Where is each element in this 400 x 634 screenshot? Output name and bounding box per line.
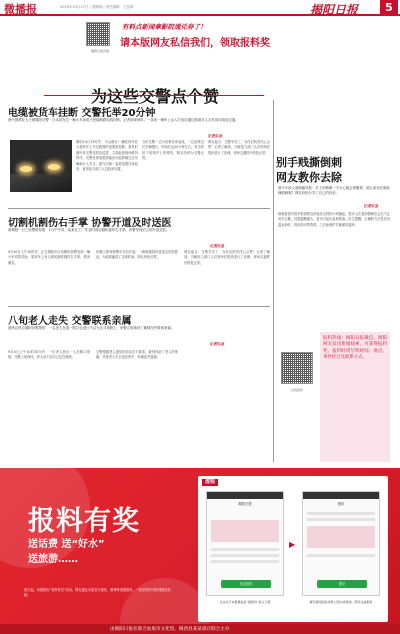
story2-col2: 协警立即驾驶警车在前开道，一路畅通将伤者送往医院救治，为抢救赢得了宝贵时间，网友纷纷点赞。: [96, 250, 178, 260]
arrow-right-icon: ▶: [289, 540, 296, 549]
qr-caption: 揭阳日报官微: [90, 49, 109, 53]
story2-tag: 记者实录: [210, 244, 225, 248]
story1-title: 电缆被货车挂断 交警托举20分钟: [8, 108, 156, 119]
phone-row: [307, 518, 375, 521]
story2-col1: 9月10日上午10时许，正在揭阳市区执勤的协警发现一辆小车鸣笛求助，原来车上有人被切割机割伤右手掌，情况紧急。: [8, 250, 90, 265]
hotline-qr-caption: 扫码报料: [290, 388, 303, 392]
dateline: 2019年10月17日 | 星期四 | 责任编辑：王佳琦: [60, 5, 134, 9]
masthead: 揭阳日报: [310, 3, 359, 17]
hotline-text: 报料热线：揭阳日报微信、揭阳网友发送新闻线索，可获得报料奖。报料时请写明时间、地点、事件经过及联系方式。: [323, 336, 387, 360]
story1-col2: 当时交警一边与同事托举电线，一边指挥过往车辆慢行，时间长达20分钟左右。有市民拍下视频并上传网络，网友纷纷为交警点赞。: [142, 140, 204, 161]
phone-row: [211, 560, 279, 563]
phone-screenshot-2: [302, 491, 380, 596]
story1-tag: 记者实录: [208, 134, 223, 138]
promo-top-line: 有料点新闻拿影院通兑券了！: [122, 23, 207, 31]
side-body: 倒刺是指手指甲根部附近的表皮出现的小块翘起。很多人在看到倒刺后会忍不住用手去撕，结果越撕越大，甚至引起出血和感染。医生提醒，正确的方法是先用温水泡软，再用指甲剪剪掉，之后涂抹护手霜保持滋润。: [278, 212, 390, 227]
phone-send-button[interactable]: 发送报料: [221, 580, 271, 588]
photo-headlight: [20, 166, 32, 172]
flow-tag: 流程: [202, 479, 218, 486]
story2-title: 切割机割伤右手掌 协警开道及时送医: [8, 218, 172, 229]
page-number: 5: [380, 0, 398, 15]
story3-title: 八旬老人走失 交警联系亲属: [8, 316, 132, 327]
ad-title: 报料有奖: [28, 506, 140, 537]
phone-banner: [211, 520, 279, 542]
story-divider: [8, 306, 270, 307]
story3-tag: 记者实录: [210, 342, 225, 346]
ad-line-1: 送话费 送“好水”: [28, 539, 105, 550]
phone-row: [211, 554, 279, 557]
hotline-qr-icon[interactable]: [281, 352, 313, 384]
story3-col2: 交警根据老人提供的信息多方联系，最终找到了老人的家属，并将老人安全送回家中，家属连声道谢。: [96, 350, 178, 360]
feature-headline: 为这些交警点个赞: [90, 87, 219, 106]
story2-lead: @揭阳一日之协警防控报：1日中午时，某某在工厂作业时被切割机割伤右手掌，协警发现后立即开道送医。: [8, 228, 170, 232]
phone-row: [211, 548, 279, 551]
side-lead: @小小侦人@副编导报：手上的倒刺一不小心就会被撕掉，那么如何正确处理倒刺呢？网友纷纷分享了自己的经验。: [278, 186, 390, 196]
phone-title: 报料: [337, 502, 345, 506]
story1-col1: 揭阳10日15时许，中山路北一辆挂线车在大超货车上开过路面的电缆被挂断。事发时刚好有交警在附近巡逻，立即赶到现场维持秩序。交警发现电缆掉落后可能影响过往车辆和行人安全，遂与同事一起将电缆托举起来，直到电力部门人员赶来处置。: [76, 140, 138, 172]
story1-col3: 网友留言：交警辛苦了，为你们的责任心点赞！记者了解到，当晚电力部门人员到场后很快进行了处理，现场交通秩序恢复正常。: [208, 140, 270, 155]
side-tag: 记者实录: [364, 204, 379, 208]
photo-headlight: [48, 164, 60, 170]
phone-status-bar: [207, 492, 283, 499]
phone-row: [307, 554, 375, 557]
side-title-1: 别手贱撕倒刺: [276, 156, 342, 169]
phone-screenshot-1: [206, 491, 284, 596]
column-divider: [273, 100, 274, 462]
phone-title: 揭阳日报: [238, 502, 252, 506]
story2-col3: 网友留言：交警辛苦了，为你们的责任心点赞！记者了解到，当晚电力部门人员到场后很快进行了处理，现场交通秩序恢复正常。: [184, 250, 270, 265]
side-title-2: 网友教你去除: [276, 171, 342, 184]
headline-rule: [44, 95, 264, 96]
story1-photo: [10, 140, 72, 192]
qr-code-icon[interactable]: [86, 22, 110, 46]
story1-lead: @中国网友人士@揭阳交警：日本前发生一辆大车拿电不把能路路电线挂断。记者到现场时，一条条一辆车上由人打电话通过路面多人合作同同电线交通。: [8, 118, 239, 122]
phone-status-bar: [303, 492, 379, 499]
phone-submit-button[interactable]: 提交: [317, 580, 367, 588]
ad-line-2: 送旅游……: [28, 554, 78, 565]
phone-input: [307, 526, 375, 548]
shot1-caption: 点击关于本报微信后“微报料”进入下级: [219, 600, 271, 604]
story-divider: [8, 208, 270, 209]
story3-col1: 9月4日上午10时30分许，一位老人独自一人在路口徘徊，交警上前询问，老人说不清自己住在哪里。: [8, 350, 90, 360]
promo-main-line: 请本版网友私信我们，领取报料奖: [120, 38, 270, 49]
shot2-caption: 填写新闻线索并附上图片或视频，即可完成报料: [309, 600, 373, 604]
photo-road: [10, 174, 72, 192]
phone-row: [307, 512, 375, 515]
ad-fine-print: 即日起，本报推出“有料有奖”活动。网友通过本报官方微信、微博等渠道报料，一经采用即可获得相应奖励。: [24, 588, 171, 598]
story3-lead: @热议热点揭阳协警提供：一名老人在超一路口处进行不以为去寻找路上，协警立即询问了解情况并联系家属。: [8, 326, 175, 330]
footer-text: 由揭阳日报社联合汕尾市文化馆、揭西县某某酒店联合主办: [110, 627, 230, 632]
section-name: 微播报: [4, 3, 37, 16]
